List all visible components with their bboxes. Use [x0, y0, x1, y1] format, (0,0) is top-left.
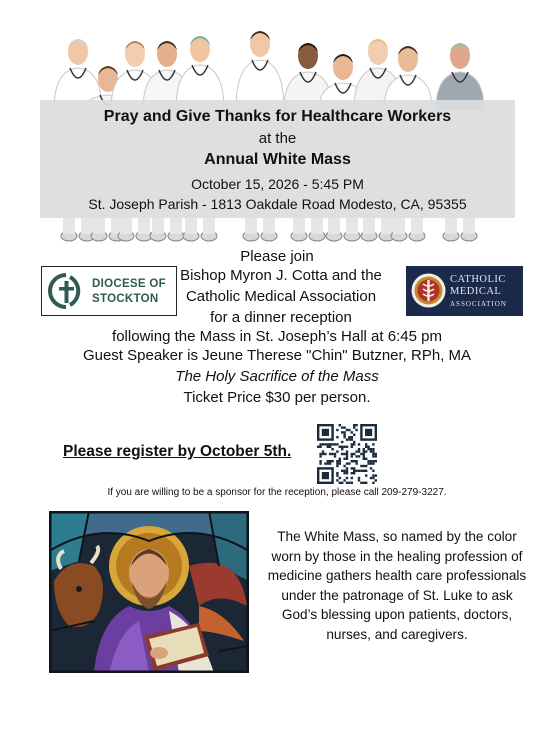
qr-module: [363, 448, 365, 450]
qr-module: [343, 426, 345, 428]
qr-module: [351, 431, 353, 433]
qr-module: [327, 462, 329, 464]
qr-module: [365, 470, 367, 472]
trouser-leg: [346, 218, 358, 234]
event-name: Annual White Mass: [204, 151, 351, 168]
qr-module: [375, 474, 377, 476]
cross-emblem-icon: [47, 272, 85, 310]
qr-module: [355, 460, 357, 462]
qr-module: [365, 482, 367, 484]
qr-module: [324, 462, 326, 464]
qr-module: [358, 448, 360, 450]
qr-module: [363, 453, 365, 455]
guest-speaker-text: Guest Speaker is Jeune Therese "Chin" Butzner, RPh, MA: [82, 347, 472, 364]
trouser-leg: [170, 218, 182, 234]
qr-module: [365, 465, 367, 467]
diocese-logo-line1: DIOCESE OF: [92, 278, 166, 290]
qr-module: [360, 470, 362, 472]
trouser-leg: [411, 218, 423, 234]
registration-qr-code[interactable]: [317, 424, 377, 484]
qr-module: [372, 474, 374, 476]
qr-module: [336, 443, 338, 445]
healthcare-worker-figure: [236, 31, 284, 110]
qr-module: [346, 429, 348, 431]
qr-module: [346, 438, 348, 440]
qr-module: [336, 465, 338, 467]
qr-module: [353, 453, 355, 455]
qr-module: [317, 446, 319, 448]
qr-module: [351, 438, 353, 440]
qr-module: [322, 443, 324, 445]
qr-module: [372, 460, 374, 462]
trouser-leg: [138, 218, 150, 234]
qr-module: [331, 460, 333, 462]
qr-module: [336, 436, 338, 438]
banner-at-the: at the: [258, 130, 297, 147]
trouser-leg: [63, 218, 75, 234]
banner-title: Pray and Give Thanks for Healthcare Workers: [103, 108, 452, 125]
qr-module: [343, 431, 345, 433]
qr-module: [348, 482, 350, 484]
qr-module: [351, 436, 353, 438]
qr-module: [341, 431, 343, 433]
qr-module: [346, 453, 348, 455]
qr-module: [353, 470, 355, 472]
qr-module: [334, 443, 336, 445]
qr-module: [370, 477, 372, 479]
trouser-leg: [152, 218, 164, 234]
qr-module: [336, 472, 338, 474]
qr-module: [358, 470, 360, 472]
qr-module: [343, 453, 345, 455]
qr-module: [331, 448, 333, 450]
qr-module: [375, 455, 377, 457]
qr-module: [341, 441, 343, 443]
qr-module: [372, 477, 374, 479]
qr-module: [351, 472, 353, 474]
qr-module: [367, 448, 369, 450]
cma-logo-line3: ASSOCIATION: [450, 300, 507, 308]
qr-module: [341, 426, 343, 428]
qr-module: [365, 429, 372, 436]
qr-module: [367, 446, 369, 448]
qr-module: [355, 462, 357, 464]
qr-module: [355, 470, 357, 472]
trouser-leg: [93, 218, 105, 234]
qr-module: [324, 443, 326, 445]
qr-module: [365, 458, 367, 460]
qr-module: [336, 479, 338, 481]
qr-module: [336, 460, 338, 462]
qr-module: [346, 482, 348, 484]
qr-module: [353, 443, 355, 445]
trouser-leg: [293, 218, 305, 234]
qr-module: [343, 458, 345, 460]
qr-module: [375, 453, 377, 455]
diocese-of-stockton-logo: [41, 266, 177, 316]
trouser-leg: [185, 218, 197, 234]
st-luke-stained-glass-image: [49, 511, 249, 673]
qr-module: [372, 470, 374, 472]
diocese-logo-line2: STOCKTON: [92, 293, 159, 305]
qr-module: [353, 460, 355, 462]
qr-module: [346, 467, 348, 469]
qr-module: [372, 453, 374, 455]
qr-module: [372, 450, 374, 452]
qr-module: [327, 446, 329, 448]
host-line-3: for a dinner reception: [210, 309, 352, 326]
trouser-leg: [363, 218, 375, 234]
qr-module: [346, 458, 348, 460]
qr-module: [363, 470, 365, 472]
qr-module: [351, 477, 353, 479]
qr-module: [319, 446, 321, 448]
qr-module: [341, 482, 343, 484]
qr-module: [343, 446, 345, 448]
qr-module: [331, 453, 333, 455]
register-deadline: Please register by October 5th.: [63, 443, 292, 460]
qr-module: [319, 460, 321, 462]
qr-module: [358, 477, 360, 479]
qr-module: [329, 453, 331, 455]
qr-module: [375, 460, 377, 462]
qr-module: [319, 443, 321, 445]
qr-module: [336, 474, 338, 476]
trouser-leg: [245, 218, 257, 234]
qr-module: [339, 424, 341, 426]
trouser-leg: [463, 218, 475, 234]
qr-module: [329, 443, 331, 445]
qr-module: [372, 448, 374, 450]
qr-module: [319, 455, 321, 457]
qr-module: [336, 450, 338, 452]
qr-module: [346, 450, 348, 452]
qr-module: [319, 453, 321, 455]
event-location: St. Joseph Parish - 1813 Oakdale Road Modesto, CA, 95355: [88, 196, 467, 212]
trouser-leg: [311, 218, 323, 234]
please-join-text: Please join: [240, 248, 314, 265]
qr-module: [329, 446, 331, 448]
qr-module: [351, 482, 353, 484]
qr-module: [322, 453, 324, 455]
qr-module: [358, 450, 360, 452]
trouser-leg: [393, 218, 405, 234]
cma-logo-line1: CATHOLIC: [450, 274, 506, 285]
white-mass-description: The White Mass, so named by the color worn by those in the healing profession of medicine gathers health care professionals under the patronage of St. Luke to ask God’s blessing upon patients, doctors, nurses, and caregivers.: [267, 529, 527, 642]
caduceus-seal-icon: [410, 272, 447, 309]
qr-module: [346, 472, 348, 474]
qr-module: [343, 465, 345, 467]
qr-module: [367, 462, 369, 464]
qr-module: [370, 448, 372, 450]
host-line-1: Bishop Myron J. Cotta and the: [180, 267, 382, 284]
qr-module: [372, 443, 374, 445]
qr-module: [351, 467, 353, 469]
qr-module: [355, 450, 357, 452]
qr-module: [348, 462, 350, 464]
qr-module: [341, 446, 343, 448]
qr-module: [358, 455, 360, 457]
qr-module: [363, 465, 365, 467]
qr-module: [355, 424, 357, 426]
qr-module: [363, 482, 365, 484]
qr-module: [329, 460, 331, 462]
qr-module: [360, 465, 362, 467]
qr-module: [363, 450, 365, 452]
qr-module: [351, 443, 353, 445]
qr-module: [343, 470, 345, 472]
qr-module: [339, 458, 341, 460]
qr-module: [343, 434, 345, 436]
qr-module: [322, 472, 329, 479]
qr-module: [322, 450, 324, 452]
qr-module: [372, 455, 374, 457]
qr-module: [353, 441, 355, 443]
trouser-leg: [445, 218, 457, 234]
healthcare-workers-photo: [40, 20, 515, 250]
qr-module: [341, 453, 343, 455]
qr-module: [348, 438, 350, 440]
cma-logo-line2: MEDICAL: [450, 286, 502, 297]
qr-module: [334, 453, 336, 455]
qr-module: [348, 429, 350, 431]
qr-module: [343, 436, 345, 438]
qr-module: [351, 460, 353, 462]
qr-module: [343, 479, 345, 481]
reception-following-text: following the Mass in St. Joseph’s Hall at 6:45 pm: [112, 328, 442, 345]
qr-module: [319, 462, 321, 464]
trouser-leg: [381, 218, 393, 234]
qr-module: [365, 474, 367, 476]
qr-module: [370, 467, 372, 469]
trouser-leg: [203, 218, 215, 234]
qr-module: [348, 436, 350, 438]
qr-module: [363, 455, 365, 457]
qr-module: [370, 450, 372, 452]
qr-module: [360, 482, 362, 484]
qr-module: [370, 460, 372, 462]
qr-module: [355, 455, 357, 457]
qr-module: [358, 443, 360, 445]
qr-module: [336, 429, 338, 431]
qr-module: [365, 443, 367, 445]
qr-module: [339, 462, 341, 464]
qr-module: [351, 455, 353, 457]
qr-module: [346, 446, 348, 448]
qr-module: [339, 446, 341, 448]
qr-module: [346, 470, 348, 472]
qr-module: [339, 482, 341, 484]
qr-module: [346, 477, 348, 479]
holy-sacrifice-text: The Holy Sacrifice of the Mass: [175, 368, 379, 385]
trouser-leg: [263, 218, 275, 234]
qr-module: [351, 453, 353, 455]
host-line-2: Catholic Medical Association: [185, 288, 377, 305]
qr-module: [353, 426, 355, 428]
ticket-price-text: Ticket Price $30 per person.: [183, 389, 371, 406]
qr-module: [339, 460, 341, 462]
qr-module: [329, 462, 331, 464]
qr-module: [355, 429, 357, 431]
healthcare-worker-figure: [176, 36, 224, 110]
qr-module: [339, 477, 341, 479]
qr-module: [327, 460, 329, 462]
qr-module: [351, 446, 353, 448]
qr-module: [367, 460, 369, 462]
qr-module: [358, 479, 360, 481]
qr-module: [375, 479, 377, 481]
qr-module: [327, 443, 329, 445]
qr-module: [353, 472, 355, 474]
trouser-leg: [328, 218, 340, 234]
qr-module: [334, 455, 336, 457]
qr-module: [346, 455, 348, 457]
qr-module: [372, 462, 374, 464]
qr-module: [365, 446, 367, 448]
qr-module: [372, 482, 374, 484]
sponsor-contact-text: If you are willing to be a sponsor for the reception, please call 209-279-3227.: [107, 487, 447, 498]
qr-module: [324, 453, 326, 455]
qr-module: [353, 424, 355, 426]
qr-module: [360, 453, 362, 455]
qr-module: [341, 448, 343, 450]
catholic-medical-association-logo: [406, 266, 523, 316]
qr-module: [353, 434, 355, 436]
qr-module: [346, 462, 348, 464]
qr-module: [365, 450, 367, 452]
qr-module: [331, 443, 333, 445]
qr-module: [322, 429, 329, 436]
trouser-leg: [81, 218, 93, 234]
qr-module: [353, 467, 355, 469]
qr-module: [363, 458, 365, 460]
title-banner: [40, 100, 515, 218]
qr-module: [336, 462, 338, 464]
event-datetime: October 15, 2026 - 5:45 PM: [191, 176, 364, 192]
qr-module: [341, 470, 343, 472]
qr-module: [343, 472, 345, 474]
trouser-leg: [120, 218, 132, 234]
qr-module: [370, 462, 372, 464]
